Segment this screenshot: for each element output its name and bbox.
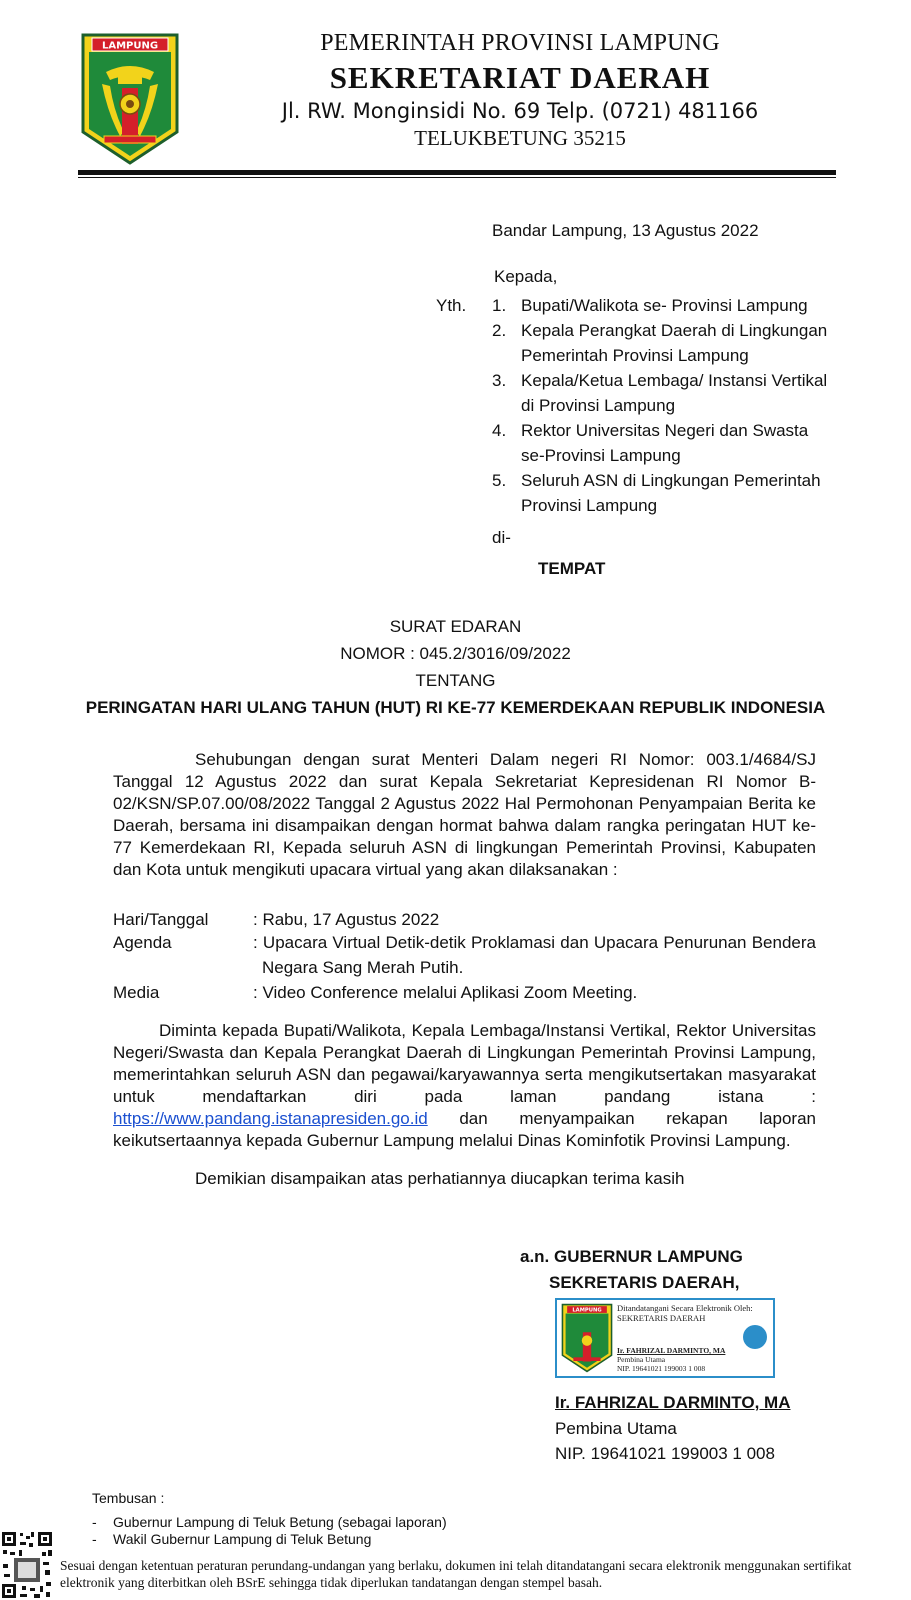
lampung-province-emblem <box>80 32 180 166</box>
signer-nip: NIP. 19641021 199003 1 008 <box>555 1444 775 1463</box>
emblem-label: LAMPUNG <box>101 40 159 52</box>
stamp-signed-by: Ditandatangani Secara Elektronik Oleh: SEKRETARIS DAERAH <box>617 1303 753 1323</box>
signer-rank: Pembina Utama <box>555 1419 677 1438</box>
letterhead-divider <box>78 170 836 175</box>
addressee-di: di- <box>492 528 511 547</box>
svg-text:LAMPUNG: LAMPUNG <box>572 1307 602 1314</box>
letterhead-office: SEKRETARIAT DAERAH <box>329 60 711 95</box>
detail-media-value: : Video Conference melalui Aplikasi Zoom Meeting. <box>253 983 638 1002</box>
detail-agenda-label: Agenda <box>113 933 172 952</box>
addressee-salutation: Yth. <box>436 296 467 315</box>
recipient-item: 3. Kepala/Ketua Lembaga/ Instansi Vertikal di Provinsi Lampung <box>492 371 828 415</box>
verified-badge-icon <box>743 1325 767 1349</box>
electronic-signature-stamp <box>555 1298 775 1378</box>
detail-date-label: Hari/Tanggal <box>113 910 209 929</box>
addressee-intro: Kepada, <box>494 267 558 286</box>
detail-agenda-value: : Upacara Virtual Detik-detik Proklamasi dan Upacara Penurunan Bendera <box>253 933 816 952</box>
signature-on-behalf: a.n. GUBERNUR LAMPUNG <box>520 1247 743 1266</box>
letterhead-government: PEMERINTAH PROVINSI LAMPUNG <box>320 30 720 56</box>
letterhead-divider-thin <box>78 177 836 178</box>
cc-item: - Gubernur Lampung di Teluk Betung (sebagai laporan) <box>92 1514 447 1530</box>
detail-media-label: Media <box>113 983 160 1002</box>
stamp-signer-details: Ir. FAHRIZAL DARMINTO, MA Pembina Utama NIP. 19641021 199003 1 008 <box>617 1346 726 1373</box>
registration-link[interactable]: https://www.pandang.istanapresiden.go.id <box>113 1109 428 1128</box>
recipient-item: 1. Bupati/Walikota se- Provinsi Lampung <box>492 296 808 315</box>
closing-sentence: Demikian disampaikan atas perhatiannya diucapkan terima kasih <box>195 1169 685 1188</box>
addressee-place: TEMPAT <box>538 559 606 578</box>
recipient-item: 4. Rektor Universitas Negeri dan Swasta se-Provinsi Lampung <box>492 421 809 465</box>
signer-name: Ir. FAHRIZAL DARMINTO, MA <box>555 1393 791 1412</box>
cc-list <box>92 1514 447 1548</box>
circular-type: SURAT EDARAN <box>389 617 522 636</box>
body-paragraph-intro: Sehubungan dengan surat Menteri Dalam negeri RI Nomor: 003.1/4684/SJ Tanggal 12 Agustus 2022 dan surat Kepala Sekretariat Kepresidenan RI Nomor B-02/KSN/SP.07.00/08/2022 Tanggal 2 Agustus 2022 Hal Permohonan Penyampaian Berita ke Daerah, bersama ini disampaikan dengan hormat bahwa dalam rangka peringatan HUT ke-77 Kemerdekaan RI, Kepada seluruh ASN di lingkungan Pemerintah Provinsi, Kabupaten dan Kota untuk mengikuti upacara virtual yang akan dilaksanakan : <box>113 750 816 879</box>
circular-number: NOMOR : 045.2/3016/09/2022 <box>340 644 571 663</box>
verification-qr-code <box>0 1530 54 1600</box>
detail-agenda-value-cont: Negara Sang Merah Putih. <box>262 958 464 977</box>
signature-position: SEKRETARIS DAERAH, <box>549 1273 740 1292</box>
recipient-item: 2. Kepala Perangkat Daerah di Lingkungan Pemerintah Provinsi Lampung <box>492 321 828 365</box>
letterhead-city: TELUKBETUNG 35215 <box>414 126 626 150</box>
circular-about: TENTANG <box>415 671 496 690</box>
letterhead-address: Jl. RW. Monginsidi No. 69 Telp. (0721) 481166 <box>281 99 759 123</box>
cc-label: Tembusan : <box>92 1490 165 1506</box>
detail-date-value: : Rabu, 17 Agustus 2022 <box>253 910 440 929</box>
electronic-signature-notice: Sesuai dengan ketentuan peraturan perundang-undangan yang berlaku, dokumen ini telah ditandatangani secara elektronik menggunakan sertifikat elektronik yang diterbitkan oleh BSrE sehingga tidak diperlukan tandatangan dengan stempel basah. <box>60 1558 852 1590</box>
recipient-item: 5. Seluruh ASN di Lingkungan Pemerintah Provinsi Lampung <box>492 471 821 515</box>
cc-item: - Wakil Gubernur Lampung di Teluk Betung <box>92 1531 372 1547</box>
circular-subject: PERINGATAN HARI ULANG TAHUN (HUT) RI KE-77 KEMERDEKAAN REPUBLIK INDONESIA <box>85 698 826 717</box>
stamp-emblem-icon <box>560 1303 614 1373</box>
recipient-list <box>492 293 832 518</box>
body-paragraph-request: Diminta kepada Bupati/Walikota, Kepala Lembaga/Instansi Vertikal, Rektor Universitas Negeri/Swasta dan Kepala Perangkat Daerah di Lingkungan Pemerintah Provinsi Lampung, memerintahkan seluruh ASN dan pegawai/karyawannya serta mengikutsertakan masyarakat untuk mendaftarkan diri pada laman pandang istana : https://www.pandang.istanapresiden.go.id dan menyampaikan rekapan laporan keikutsertaannya kepada Gubernur Lampung melalui Dinas Kominfotik Provinsi Lampung. <box>113 1021 816 1150</box>
letter-date: Bandar Lampung, 13 Agustus 2022 <box>492 221 759 240</box>
